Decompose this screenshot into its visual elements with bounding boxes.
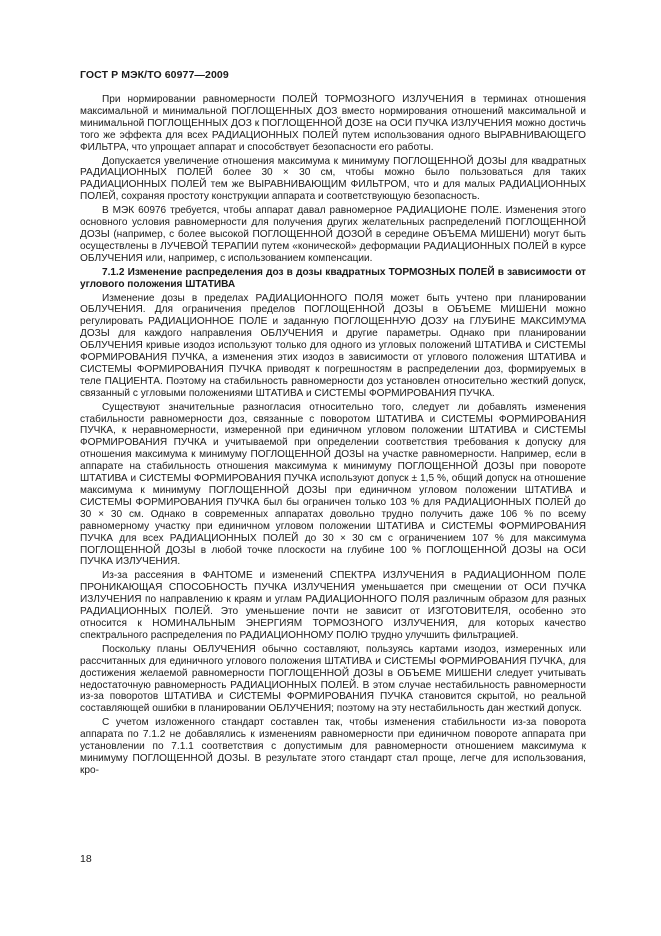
page-number: 18 xyxy=(80,853,92,865)
paragraph: С учетом изложенного стандарт составлен так, чтобы изменения стабильности из-за поворота аппарата по 7.1.2 не добавлялись к изменениям равномерности при единичном повороте аппарата при установлении по 7.1.1 соответствия с допустимым для равномерности отношением максимума к минимуму ПОГЛОЩЕННОЙ ДОЗЫ. В результате этого стандарт стал проще, легче для использования, кро- xyxy=(80,717,586,776)
paragraph: В МЭК 60976 требуется, чтобы аппарат давал равномерное РАДИАЦИОНЕ ПОЛЕ. Изменения этого основного условия равномерности для получения других желательных распределений ПОГЛОЩЕННОЙ ДОЗЫ (например, с более высокой ПОГЛОЩЕННОЙ ДОЗОЙ в середине ОБЪЕМА МИШЕНИ) могут быть осуществлены в ЛУЧЕВОЙ ТЕРАПИИ путем «конической» деформации РАДИАЦИОННЫХ ПОЛЕЙ в курсе ОБЛУЧЕНИЯ или, например, с использованием компенсации. xyxy=(80,205,586,264)
section-heading: 7.1.2 Изменение распределения доз в дозы квадратных ТОРМОЗНЫХ ПОЛЕЙ в зависимости от углового положения ШТАТИВА xyxy=(80,266,586,290)
paragraph: Из-за рассеяния в ФАНТОМЕ и изменений СПЕКТРА ИЗЛУЧЕНИЯ в РАДИАЦИОННОМ ПОЛЕ ПРОНИКАЮЩАЯ СПОСОБНОСТЬ ПУЧКА ИЗЛУЧЕНИЯ уменьшается при смещении от ОСИ ПУЧКА ИЗЛУЧЕНИЯ по направлению к краям и углам РАДИАЦИОННОГО ПОЛЯ различным образом для разных РАДИАЦИОННЫХ ПОЛЕЙ. Это уменьшение почти не зависит от ИЗГОТОВИТЕЛЯ, особенно это относится к НОМИНАЛЬНЫМ ЭНЕРГИЯМ ТОРМОЗНОГО ИЗЛУЧЕНИЯ, для которых качество спектрального распределения по РАДИАЦИОННОМУ ПОЛЮ трудно улучшить фильтрацией. xyxy=(80,570,586,641)
document-header: ГОСТ Р МЭК/ТО 60977—2009 xyxy=(80,69,229,81)
paragraph: Допускается увеличение отношения максимума к минимуму ПОГЛОЩЕННОЙ ДОЗЫ для квадратных РАДИАЦИОННЫХ ПОЛЕЙ более 30 × 30 см, чтобы можно было пользоваться для таких РАДИАЦИОННЫХ ПОЛЕЙ тем же ВЫРАВНИВАЮЩИМ ФИЛЬТРОМ, что и для малых РАДИАЦИОННЫХ ПОЛЕЙ, сохраняя простоту конструкции аппарата и соответствующую безопасность. xyxy=(80,155,586,203)
document-body xyxy=(80,94,586,779)
paragraph: При нормировании равномерности ПОЛЕЙ ТОРМОЗНОГО ИЗЛУЧЕНИЯ в терминах отношения максимальной и минимальной ПОГЛОЩЕННЫХ ДОЗ вместо нормирования отношений максимальной и минимальной ПОГЛОЩЕННЫХ ДОЗ к ПОГЛОЩЕННОЙ ДОЗЕ на ОСИ ПУЧКА ИЗЛУЧЕНИЯ можно достичь того же эффекта для всех РАДИАЦИОННЫХ ПОЛЕЙ путем использования одного ВЫРАВНИВАЮЩЕГО ФИЛЬТРА, что упрощает аппарат и способствует безопасности его работы. xyxy=(80,94,586,153)
paragraph: Изменение дозы в пределах РАДИАЦИОННОГО ПОЛЯ может быть учтено при планировании ОБЛУЧЕНИЯ. Для ограничения пределов ПОГЛОЩЕННОЙ ДОЗЫ в ОБЪЕМЕ МИШЕНИ можно регулировать РАДИАЦИОННОЕ ПОЛЕ и заданную ПОГЛОЩЕННУЮ ДОЗУ на ГЛУБИНЕ МАКСИМУМА ДОЗЫ для каждого направления ОБЛУЧЕНИЯ и другие параметры. Однако при планировании ОБЛУЧЕНИЯ кривые изодоз используют только для одного из угловых положений ШТАТИВА и СИСТЕМЫ ФОРМИРОВАНИЯ ПУЧКА, а изменения этих изодоз в зависимости от углового положения ШТАТИВА и СИСТЕМЫ ФОРМИРОВАНИЯ ПУЧКА приводят к погрешностям в распределении доз, формируемых в теле ПАЦИЕНТА. Поэтому на стабильность равномерности доз установлен относительно жесткий допуск, связанный с угловыми положениями ШТАТИВА и СИСТЕМЫ ФОРМИРОВАНИЯ ПУЧКА. xyxy=(80,292,586,399)
paragraph: Существуют значительные разногласия относительно того, следует ли добавлять изменения стабильности равномерности доз, связанные с поворотом ШТАТИВА и СИСТЕМЫ ФОРМИРОВАНИЯ ПУЧКА, к неравномерности, измеренной при единичном угловом положении ШТАТИВА и СИСТЕМЫ ФОРМИРОВАНИЯ ПУЧКА и учитываемой при определении соответствия требования к допуску для отношения максимума к минимуму ПОГЛОЩЕННОЙ ДОЗЫ на участке равномерности. Например, если в аппарате на стабильность отношения максимума к минимуму ПОГЛОЩЕННОЙ ДОЗЫ при повороте ШТАТИВА и СИСТЕМЫ ФОРМИРОВАНИЯ ПУЧКА используют допуск ± 1,5 %, общий допуск на отношение максимума к минимуму ПОГЛОЩЕННОЙ ДОЗЫ при единичном угловом положении ШТАТИВА и СИСТЕМЫ ФОРМИРОВАНИЯ ПУЧКА был бы ограничен только 103 % для РАДИАЦИОННЫХ ПОЛЕЙ до 30 × 30 см. Однако в современных аппаратах довольно трудно получить даже 106 % по всему равномерному участку при единичном угловом положении ШТАТИВА и СИСТЕМЫ ФОРМИРОВАНИЯ ПУЧКА для всех РАДИАЦИОННЫХ ПОЛЕЙ до 30 × 30 см с ограничением 107 % для максимума ПОГЛОЩЕННОЙ ДОЗЫ в любой точке плоскости на глубине 100 % ПОГЛОЩЕННОЙ ДОЗЫ на ОСИ ПУЧКА ИЗЛУЧЕНИЯ. xyxy=(80,401,586,568)
paragraph: Поскольку планы ОБЛУЧЕНИЯ обычно составляют, пользуясь картами изодоз, измеренных или рассчитанных для единичного углового положения ШТАТИВА и СИСТЕМЫ ФОРМИРОВАНИЯ ПУЧКА, для достижения желаемой равномерности ПОГЛОЩЕННОЙ ДОЗЫ в ОБЪЕМЕ МИШЕНИ следует учитывать недостаточную равномерность РАДИАЦИОННЫХ ПОЛЕЙ. В этом случае нестабильность равномерности из-за поворотов ШТАТИВА и СИСТЕМЫ ФОРМИРОВАНИЯ ПУЧКА становится скрытой, но реальной составляющей ошибки в планировании ОБЛУЧЕНИЯ; поэтому на эту нестабильность дан жесткий допуск. xyxy=(80,643,586,715)
